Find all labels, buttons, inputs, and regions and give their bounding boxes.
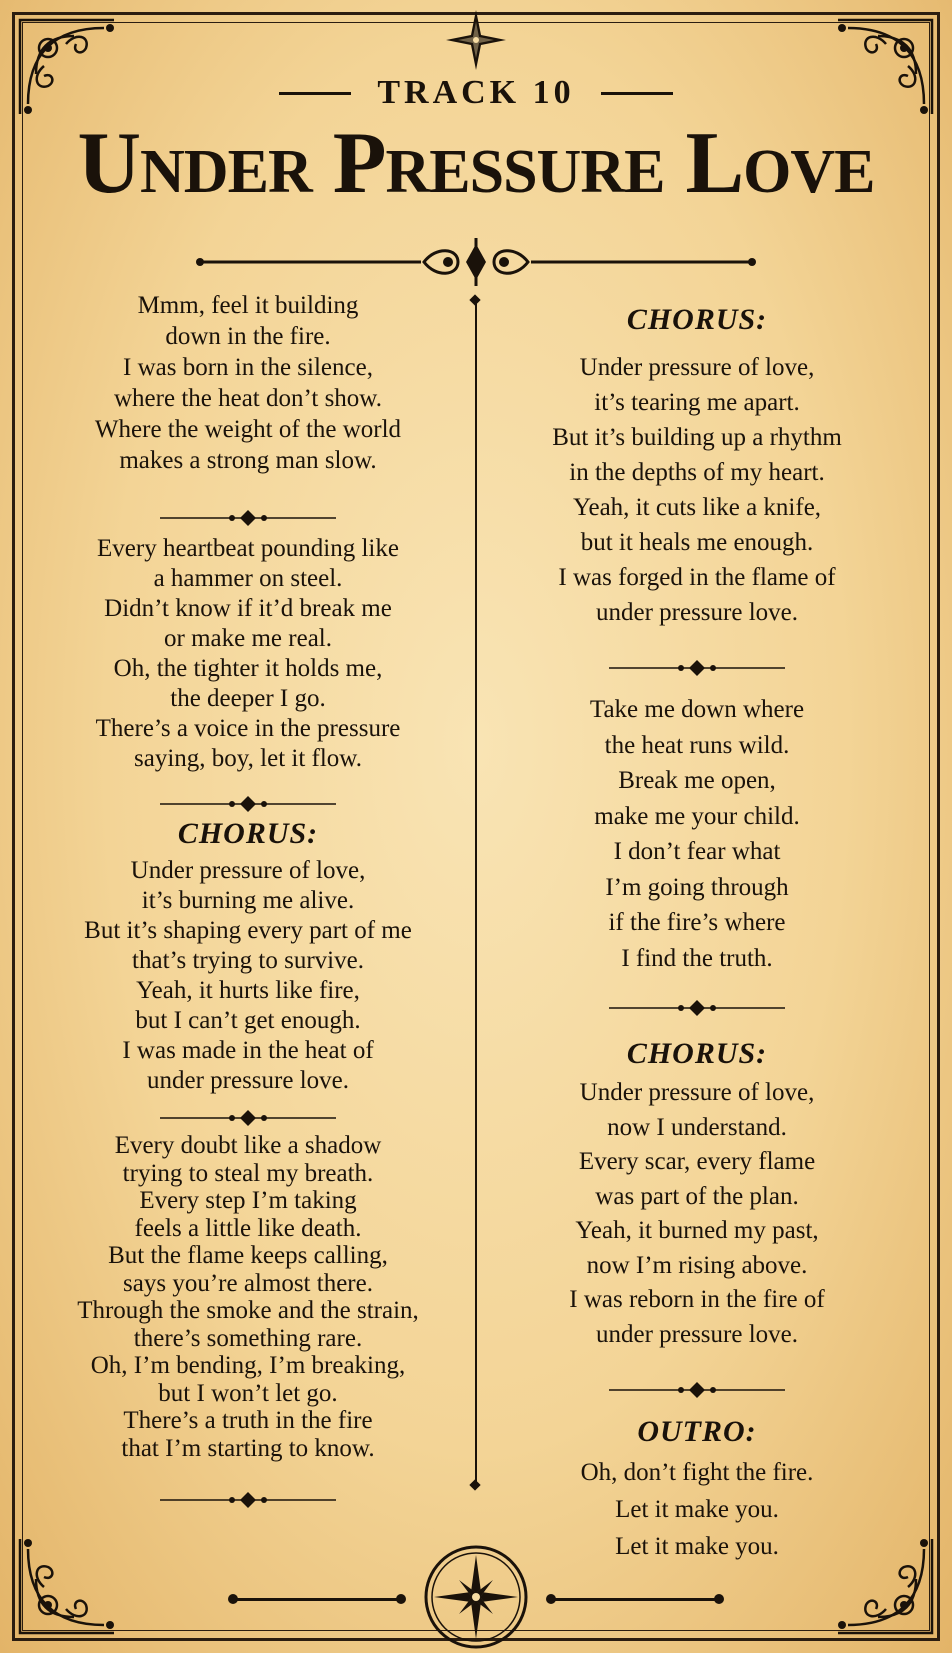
- section-heading: CHORUS:: [626, 1037, 768, 1070]
- song-title: Under Pressure Love: [77, 115, 875, 212]
- lyric-line: now I understand.: [607, 1113, 787, 1141]
- lyric-line: feels a little like death.: [134, 1214, 362, 1242]
- bottom-rule-dot: [228, 1594, 238, 1604]
- lyric-line: Take me down where: [589, 696, 805, 723]
- lyric-line: But it’s building up a rhythm: [552, 424, 842, 451]
- lyric-line: down in the fire.: [165, 323, 331, 350]
- ornament-divider-icon: [607, 998, 787, 1018]
- lyric-line: There’s a voice in the pressure: [95, 715, 401, 742]
- lyric-line: it’s burning me alive.: [141, 887, 355, 914]
- lyric-line: Oh, don’t fight the fire.: [580, 1459, 814, 1486]
- lyric-line: that’s trying to survive.: [132, 947, 364, 974]
- lyric-line: Yeah, it burned my past,: [575, 1217, 819, 1244]
- lyric-line: Through the smoke and the strain,: [77, 1297, 419, 1324]
- ornament-divider-icon: [607, 658, 787, 678]
- lyric-line: but it heals me enough.: [580, 529, 814, 556]
- chorus-2: [502, 300, 892, 630]
- lyric-line: under pressure love.: [595, 599, 798, 626]
- lyric-line: or make me real.: [164, 625, 332, 652]
- verse-3: [48, 1132, 448, 1462]
- compass-rose-icon: [422, 1543, 530, 1651]
- verse-2: [48, 534, 448, 774]
- section-heading: OUTRO:: [637, 1415, 757, 1448]
- lyric-line: makes a strong man slow.: [119, 447, 377, 474]
- lyric-line: But it’s shaping every part of me: [84, 917, 412, 944]
- lyric-line: I was reborn in the fire of: [569, 1286, 825, 1313]
- lyric-line: was part of the plan.: [595, 1182, 799, 1210]
- lyric-line: Oh, the tighter it holds me,: [113, 655, 383, 682]
- lyric-line: But the flame keeps calling,: [108, 1242, 388, 1269]
- corner-flourish-icon: [14, 1529, 124, 1639]
- bottom-rule-dot: [714, 1594, 724, 1604]
- column-divider: [475, 300, 477, 1485]
- bottom-rule-dot: [396, 1594, 406, 1604]
- lyric-line: where the heat don’t show.: [114, 385, 382, 412]
- ornament-divider-icon: [607, 1380, 787, 1400]
- bottom-rule-right: [552, 1598, 722, 1601]
- section-heading: CHORUS:: [177, 817, 319, 850]
- lyric-line: I’m going through: [605, 873, 789, 901]
- lyric-line: Every scar, every flame: [578, 1148, 816, 1175]
- lyric-line: says you’re almost there.: [123, 1269, 373, 1297]
- lyric-line: if the fire’s where: [608, 909, 786, 936]
- lyric-line: Let it make you.: [615, 1496, 779, 1523]
- lyric-line: I was born in the silence,: [123, 354, 373, 381]
- title-flourish-icon: [196, 232, 756, 292]
- compass-star-icon: [444, 8, 508, 72]
- lyric-line: Under pressure of love,: [130, 857, 366, 884]
- lyric-line: Let it make you.: [615, 1533, 779, 1560]
- ornament-divider-icon: [158, 508, 338, 528]
- lyric-line: in the depths of my heart.: [569, 459, 825, 486]
- lyric-line: Yeah, it hurts like fire,: [136, 977, 360, 1004]
- lyric-line: make me your child.: [594, 802, 800, 830]
- lyric-line: but I won’t let go.: [158, 1379, 338, 1407]
- lyric-line: the deeper I go.: [170, 685, 326, 712]
- lyric-line: There’s a truth in the fire: [123, 1407, 373, 1434]
- lyric-line: there’s something rare.: [133, 1324, 363, 1352]
- lyric-line: now I’m rising above.: [586, 1251, 808, 1279]
- lyric-line: Yeah, it cuts like a knife,: [572, 494, 822, 521]
- lyric-line: Every doubt like a shadow: [114, 1132, 382, 1159]
- outro: [502, 1412, 892, 1565]
- lyric-line: I was forged in the flame of: [558, 564, 836, 591]
- lyric-line: the heat runs wild.: [604, 731, 790, 759]
- bottom-rule-left: [230, 1598, 400, 1601]
- lyric-line: Under pressure of love,: [579, 1079, 815, 1106]
- lyric-line: I was made in the heat of: [122, 1037, 374, 1064]
- lyric-line: a hammer on steel.: [153, 565, 343, 592]
- lyric-line: Where the weight of the world: [94, 416, 402, 443]
- track-header: [0, 74, 952, 112]
- verse-1: [48, 290, 448, 476]
- bottom-rule-dot: [546, 1594, 556, 1604]
- lyric-line: under pressure love.: [146, 1067, 349, 1094]
- lyric-line: Mmm, feel it building: [137, 292, 359, 319]
- lyric-line: that I’m starting to know.: [121, 1434, 375, 1462]
- lyric-line: trying to steal my breath.: [122, 1159, 374, 1187]
- lyric-line: saying, boy, let it flow.: [134, 745, 362, 772]
- track-label: TRACK 10: [377, 74, 575, 111]
- lyric-line: it’s tearing me apart.: [594, 389, 800, 416]
- bridge: [502, 692, 892, 976]
- chorus-1: [48, 816, 448, 1096]
- lyric-line: Didn’t know if it’d break me: [104, 595, 392, 622]
- ornament-divider-icon: [158, 1490, 338, 1510]
- lyric-line: Every step I’m taking: [139, 1187, 357, 1214]
- lyric-line: Every heartbeat pounding like: [97, 535, 399, 562]
- lyric-line: but I can’t get enough.: [135, 1007, 361, 1034]
- lyric-line: Oh, I’m bending, I’m breaking,: [90, 1352, 406, 1379]
- chorus-3: [502, 1034, 892, 1352]
- track-rule-left: [279, 92, 351, 95]
- track-rule-right: [601, 92, 673, 95]
- lyric-line: I don’t fear what: [613, 838, 781, 865]
- lyric-line: I find the truth.: [621, 944, 773, 972]
- ornament-divider-icon: [158, 794, 338, 814]
- lyric-line: Break me open,: [618, 767, 776, 794]
- lyric-line: under pressure love.: [595, 1320, 798, 1348]
- lyric-line: Under pressure of love,: [579, 354, 815, 381]
- section-heading: CHORUS:: [626, 303, 768, 336]
- ornament-divider-icon: [158, 1108, 338, 1128]
